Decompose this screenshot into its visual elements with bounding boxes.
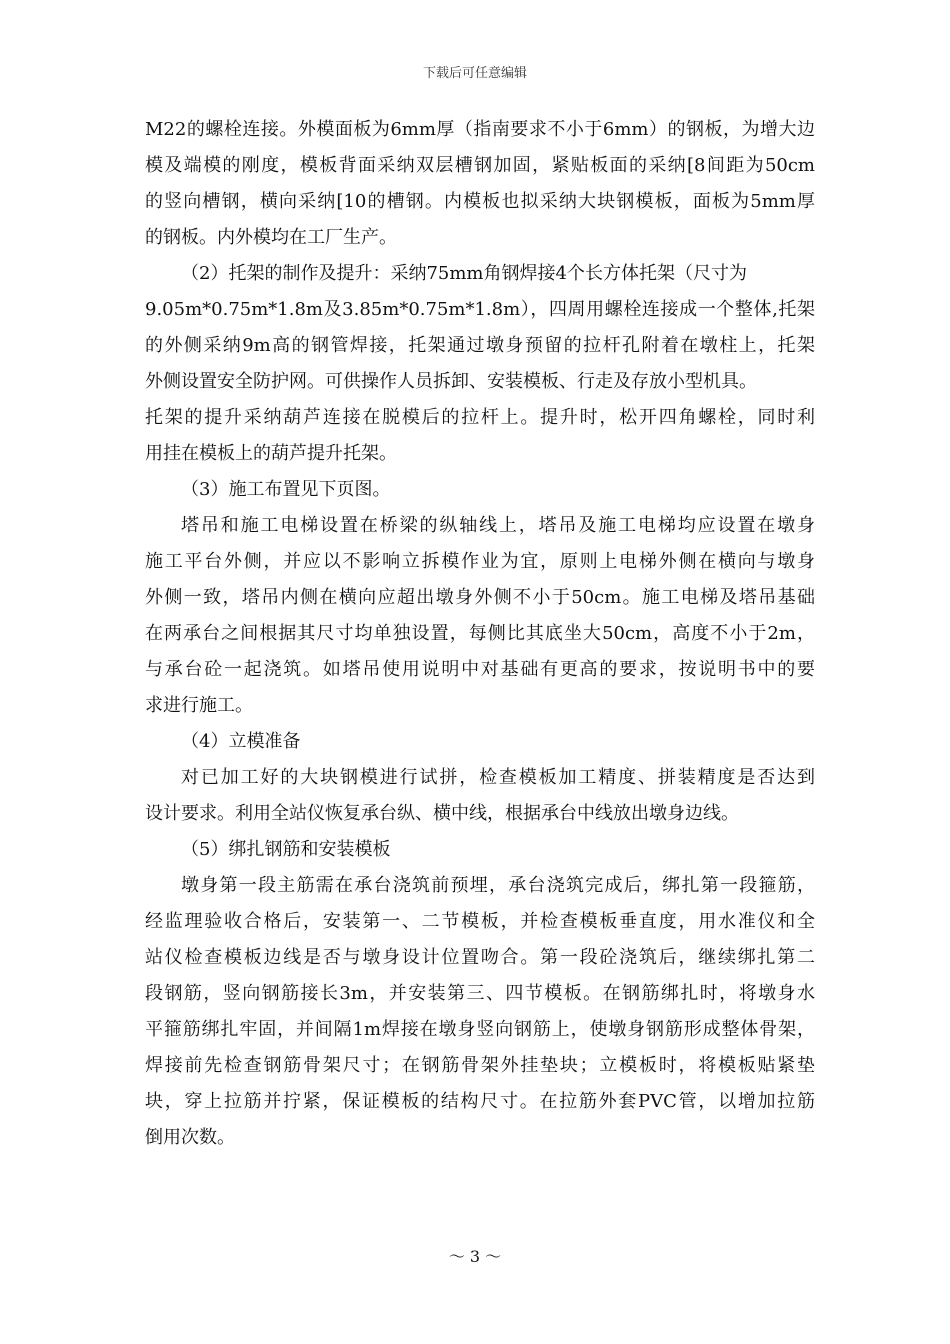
text-line: 托架的提升采纳葫芦连接在脱模后的拉杆上。提升时，松开四角螺栓，同时利 — [145, 407, 815, 428]
text-line: 倒用次数。 — [145, 1127, 235, 1148]
text-line: 外侧一致，塔吊内侧在横向应超出墩身外侧不小于50cm。施工电梯及塔吊基础 — [145, 587, 815, 608]
text-line: 外侧设置安全防护网。可供操作人员拆卸、安装模板、行走及存放小型机具。 — [145, 371, 757, 392]
text-line: 的外侧采纳9m高的钢管焊接，托架通过墩身预留的拉杆孔附着在墩柱上，托架 — [145, 335, 815, 356]
text-line: 塔吊和施工电梯设置在桥梁的纵轴线上，塔吊及施工电梯均应设置在墩身 — [181, 515, 815, 536]
text-line: 墩身第一段主筋需在承台浇筑前预埋，承台浇筑完成后，绑扎第一段箍筋， — [181, 875, 815, 896]
text-line: 求进行施工。 — [145, 695, 253, 716]
text-line: 模及端模的刚度，模板背面采纳双层槽钢加固，紧贴板面的采纳[8间距为50cm — [145, 155, 815, 176]
page-number: ～ 3 ～ — [448, 1247, 502, 1266]
text-line: 施工平台外侧，并应以不影响立拆模作业为宜，原则上电梯外侧在横向与墩身 — [145, 551, 815, 572]
text-line: 经监理验收合格后，安装第一、二节模板，并检查模板垂直度，用水准仪和全 — [145, 911, 815, 932]
text-line: 块，穿上拉筋并拧紧，保证模板的结构尺寸。在拉筋外套PVC管，以增加拉筋 — [145, 1091, 815, 1112]
text-line: 用挂在模板上的葫芦提升托架。 — [145, 443, 397, 464]
text-line: 在两承台之间根据其尺寸均单独设置，每侧比其底坐大50cm，高度不小于2m， — [145, 623, 815, 644]
text-line: （3）施工布置见下页图。 — [181, 479, 391, 500]
text-line: 的竖向槽钢，横向采纳[10的槽钢。内模板也拟采纳大块钢模板，面板为5mm厚 — [145, 191, 815, 212]
text-line: 9.05m*0.75m*1.8m及3.85m*0.75m*1.8m），四周用螺栓连接成一个整体,托架 — [145, 299, 815, 320]
text-line: （4）立模准备 — [181, 731, 301, 752]
text-line: 平箍筋绑扎牢固，并间隔1m焊接在墩身竖向钢筋上，使墩身钢筋形成整体骨架， — [145, 1019, 815, 1040]
text-line: 焊接前先检查钢筋骨架尺寸；在钢筋骨架外挂垫块；立模板时，将模板贴紧垫 — [145, 1055, 815, 1076]
document-body — [145, 112, 815, 1156]
text-line: 站仪检查模板边线是否与墩身设计位置吻合。第一段砼浇筑后，继续绑扎第二 — [145, 947, 815, 968]
page-header: 下载后可任意编辑 — [422, 66, 527, 81]
text-line: 段钢筋，竖向钢筋接长3m，并安装第三、四节模板。在钢筋绑扎时，将墩身水 — [145, 983, 815, 1004]
text-line: （2）托架的制作及提升：采纳75mm角钢焊接4个长方体托架（尺寸为 — [181, 263, 747, 284]
text-line: M22的螺栓连接。外模面板为6mm厚（指南要求不小于6mm）的钢板，为增大边 — [145, 119, 815, 140]
text-line: 设计要求。利用全站仪恢复承台纵、横中线，根据承台中线放出墩身边线。 — [145, 803, 739, 824]
text-line: 与承台砼一起浇筑。如塔吊使用说明中对基础有更高的要求，按说明书中的要 — [145, 659, 815, 680]
text-line: 对已加工好的大块钢模进行试拼，检查模板加工精度、拼装精度是否达到 — [181, 767, 815, 788]
text-line: （5）绑扎钢筋和安装模板 — [181, 839, 391, 860]
text-line: 的钢板。内外模均在工厂生产。 — [145, 227, 397, 248]
